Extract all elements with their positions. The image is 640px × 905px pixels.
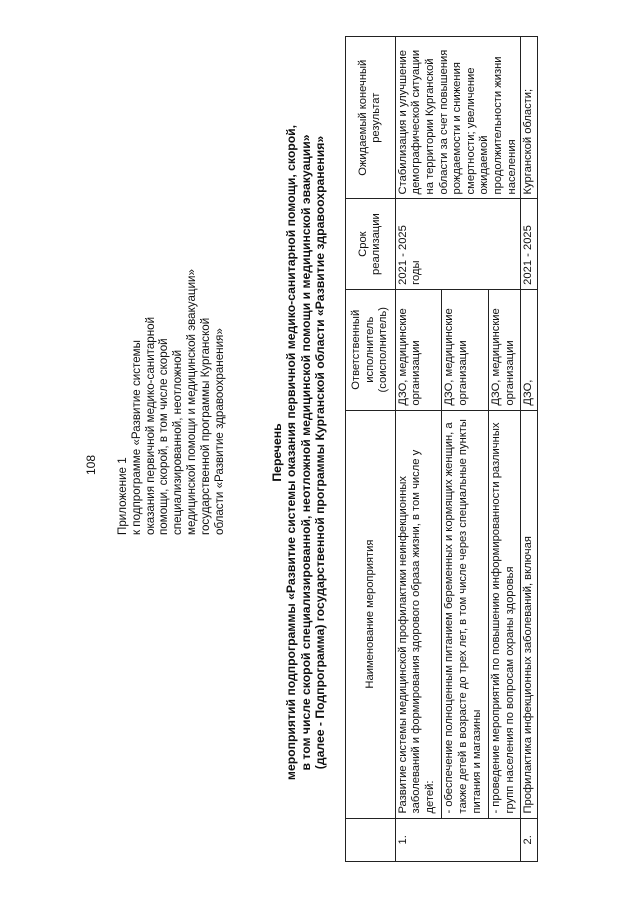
appendix-line: помощи, скорой, в том числе скорой <box>157 338 171 535</box>
appendix-line: области «Развитие здравоохранения» <box>212 328 226 535</box>
header-term: Срок реализации <box>346 199 396 289</box>
title-line: (далее - Подпрограмма) государственной программы Курганской области «Развитие здравоохранения» <box>313 135 328 770</box>
cell-executor: ДЗО, <box>521 289 538 410</box>
title-heading: Перечень <box>270 423 284 482</box>
title-line: в том числе скорой специализированной, неотложной медицинской помощи и медицинской эвакуации» <box>298 134 313 771</box>
appendix-line: к подпрограмме «Развитие системы <box>129 340 143 535</box>
appendix-line: оказания первичной медико-санитарной <box>143 316 157 535</box>
appendix-line: государственной программы Курганской <box>198 317 212 535</box>
table-row <box>395 37 442 862</box>
appendix-line: специализированной, неотложной <box>171 349 185 535</box>
header-executor: Ответственный исполнитель (соисполнитель) <box>346 289 396 410</box>
cell-executor: ДЗО, медицинские организации <box>395 289 442 410</box>
cell-num: 1. <box>395 818 520 861</box>
cell-name: Развитие системы медицинской профилактики неинфекционных заболеваний и формирования здорового образа жизни, в том числе у детей: <box>395 410 442 818</box>
cell-name: - обеспечение полноценным питанием беременных и кормящих женщин, а также детей в возрасте до трех лет, в том числе через специальные пункты питания и магазины <box>442 410 489 818</box>
cell-executor: ДЗО, медицинские организации <box>442 289 489 410</box>
cell-result: Стабилизация и улучшение демографической ситуации на территории Курганской области за счет повышения рождаемости и снижения смертности; увеличение ожидаемой продолжительности жизни населения <box>395 37 520 199</box>
appendix-header <box>116 95 226 535</box>
page-number: 108 <box>84 454 98 475</box>
cell-result: Курганской области; <box>521 37 538 199</box>
table-header-row <box>346 37 396 862</box>
title-line: мероприятий подпрограммы «Развитие системы оказания первичной медико-санитарной помощи, скорой, <box>284 124 299 781</box>
document-title <box>270 0 328 905</box>
cell-name: - проведение мероприятий по повышению информированности различных групп населения по вопросам охраны здоровья <box>488 410 520 818</box>
appendix-line: Приложение 1 <box>116 457 129 535</box>
appendix-line: медицинской помощи и медицинской эвакуации» <box>184 269 198 535</box>
cell-term: 2021 - 2025 <box>521 199 538 289</box>
table-row <box>521 37 538 862</box>
cell-num: 2. <box>521 818 538 861</box>
cell-executor: ДЗО, медицинские организации <box>488 289 520 410</box>
activities-table <box>345 36 538 862</box>
header-name: Наименование мероприятия <box>346 410 396 818</box>
header-num <box>346 818 396 861</box>
cell-name: Профилактика инфекционных заболеваний, включая <box>521 410 538 818</box>
cell-term: 2021 - 2025 годы <box>395 199 520 289</box>
header-result: Ожидаемый конечный результат <box>346 37 396 199</box>
